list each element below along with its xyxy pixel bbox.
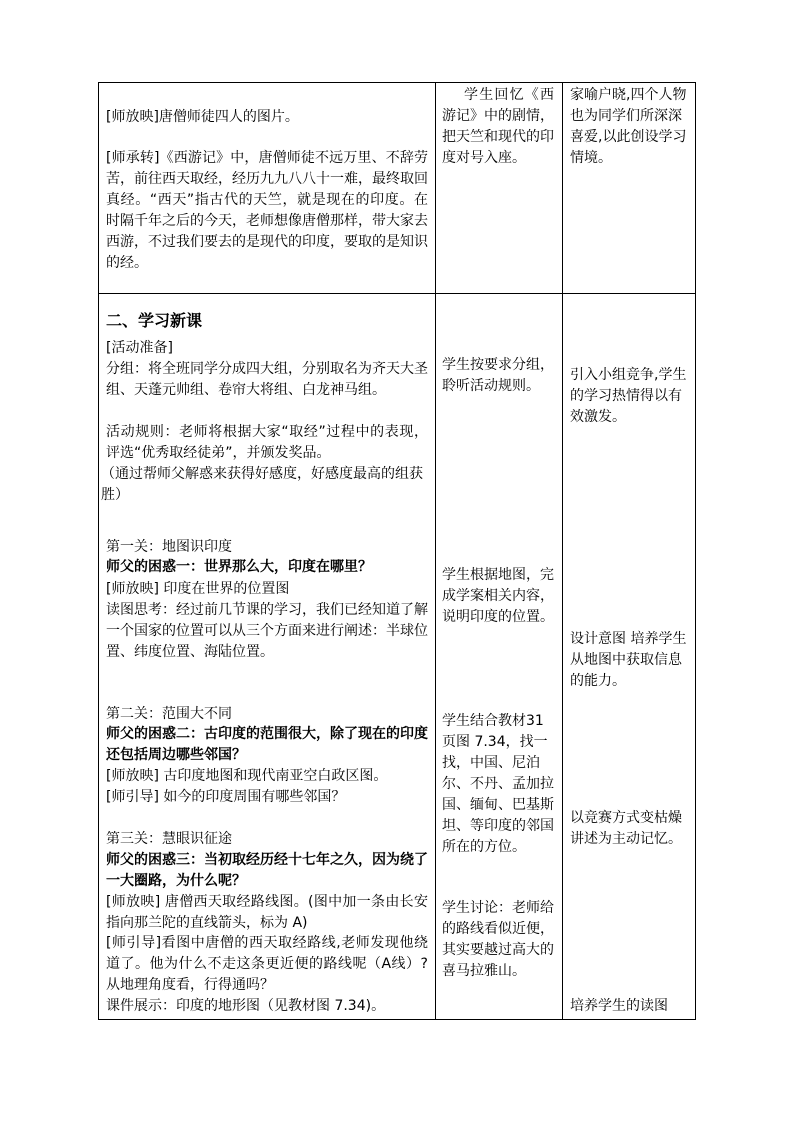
level-2-guide: [师引导] 如今的印度周围有哪些邻国？ bbox=[106, 789, 346, 805]
level-3-courseware: 课件展示：印度的地形图（见教材图 7.34)。 bbox=[106, 998, 386, 1014]
lesson-plan-table bbox=[98, 82, 696, 1020]
level-3-guide: [师引导]看图中唐僧的西天取经路线,老师发现他绕道了。他为什么不走这条更近便的路线呢（A线）?从地理角度看，行得通吗？ bbox=[106, 935, 428, 993]
student-activity-map: 学生根据地图，完成学案相关内容，说明印度的位置。 bbox=[442, 567, 554, 625]
design-intent-map-skills: 设计意图 培养学生从地图中获取信息的能力。 bbox=[570, 631, 687, 689]
column-divider bbox=[435, 83, 436, 1019]
student-activity-neighbors: 学生结合教材31 页图 7.34，找一找，中国、尼泊尔、不丹、孟加拉国、缅甸、巴基斯坦、等印度的邻国所在的方位。 bbox=[442, 713, 554, 855]
level-1-show-map: [师放映] 印度在世界的位置图 bbox=[106, 581, 290, 597]
teacher-show-pictures: [师放映]唐僧师徒四人的图片。 bbox=[106, 109, 299, 125]
section-heading-new-lesson: 二、学习新课 bbox=[106, 311, 203, 330]
design-intent-context: 家喻户晓,四个人物也为同学们所深深喜爱,以此创设学习情境。 bbox=[570, 87, 687, 166]
design-intent-reading: 培养学生的读图 bbox=[570, 998, 668, 1014]
activity-rules-text: 活动规则：老师将根据大家“取经”过程中的表现，评选“优秀取经徒弟”，并颁发奖品。 bbox=[106, 424, 428, 461]
design-intent-competition: 引入小组竞争,学生的学习热情得以有效激发。 bbox=[570, 367, 687, 425]
student-activity-discussion: 学生讨论：老师给的路线看似近便，其实要越过高大的喜马拉雅山。 bbox=[442, 900, 554, 979]
level-2-question: 师父的困惑二：古印度的范围很大，除了现在的印度还包括周边哪些邻国？ bbox=[106, 726, 428, 763]
level-3-question: 师父的困惑三：当初取经历经十七年之久，因为绕了一大圈路，为什么呢？ bbox=[106, 852, 428, 889]
student-activity-recall: 学生回忆《西游记》中的剧情，把天竺和现代的印度对号入座。 bbox=[442, 87, 554, 166]
level-3-show-route: [师放映] 唐僧西天取经路线图。(图中加一条由长安指向那兰陀的直线箭头，标为 A) bbox=[106, 894, 428, 931]
level-1-question: 师父的困惑一：世界那么大，印度在哪里？ bbox=[106, 559, 372, 575]
activity-prep-label: [活动准备] bbox=[106, 340, 173, 356]
design-intent-memory: 以竞赛方式变枯燥讲述为主动记忆。 bbox=[570, 810, 682, 847]
level-3-title: 第三关：慧眼识征途 bbox=[106, 831, 232, 847]
level-2-show-map: [师放映] 古印度地图和现代南亚空白政区图。 bbox=[106, 768, 388, 784]
row-divider bbox=[99, 293, 695, 294]
student-activity-grouping: 学生按要求分组，聆听活动规则。 bbox=[442, 357, 554, 394]
grouping-text: 分组：将全班同学分成四大组，分别取名为齐天大圣组、天蓬元帅组、卷帘大将组、白龙神马组。 bbox=[106, 361, 428, 398]
scoring-note: （通过帮师父解惑来获得好感度，好感度最高的组获胜） bbox=[101, 466, 423, 503]
teacher-transition-text: [师承转]《西游记》中，唐僧师徒不远万里、不辞劳苦，前往西天取经，经历九九八八十一难，最终取回真经。“西天”指古代的天竺，就是现在的印度。在时隔千年之后的今天，老师想像唐僧那样，带大家去西游，不过我们要去的是现代的印度，要取的是知识的经。 bbox=[106, 150, 428, 271]
level-2-title: 第二关：范围大不同 bbox=[106, 706, 232, 722]
level-1-title: 第一关：地图识印度 bbox=[106, 539, 232, 555]
level-1-think-text: 读图思考：经过前几节课的学习，我们已经知道了解一个国家的位置可以从三个方面来进行阐述：半球位置、纬度位置、海陆位置。 bbox=[106, 602, 428, 660]
column-divider bbox=[562, 83, 563, 1019]
